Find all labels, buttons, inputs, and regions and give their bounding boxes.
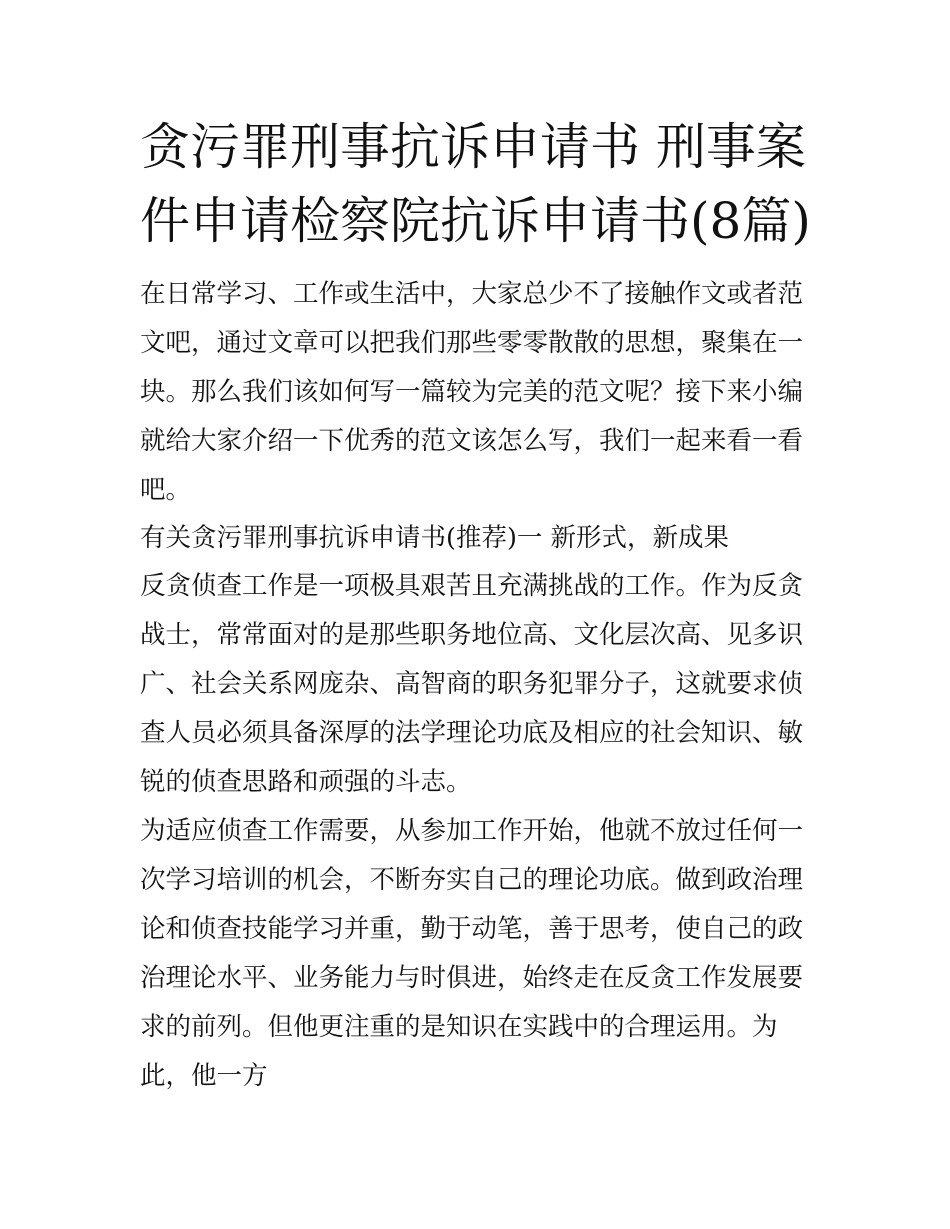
body-paragraph-2: 为适应侦查工作需要，从参加工作开始，他就不放过任何一次学习培训的机会，不断夯实自己的理论功底。做到政治理论和侦查技能学习并重，勤于动笔，善于思考，使自己的政治理论水平、业务能力与时俱进，始终走在反贪工作发展要求的前列。但他更注重的是知识在实践中的合理运用。为此，他一方: [140, 816, 804, 1091]
body-paragraph-1: 反贪侦查工作是一项极具艰苦且充满挑战的工作。作为反贪战士，常常面对的是那些职务地位高、文化层次高、见多识广、社会关系网庞杂、高智商的职务犯罪分子，这就要求侦查人员必须具备深厚的法学理论功底及相应的社会知识、敏锐的侦查思路和顽强的斗志。: [140, 571, 804, 797]
document-title: 贪污罪刑事抗诉申请书 刑事案件申请检察院抗诉申请书(8篇): [140, 118, 811, 250]
document-page: [140, 110, 820, 1101]
intro-paragraph: 在日常学习、工作或生活中，大家总少不了接触作文或者范文吧，通过文章可以把我们那些零零散散的思想，聚集在一块。那么我们该如何写一篇较为完美的范文呢？接下来小编就给大家介绍一下优秀的范文该怎么写，我们一起来看一看吧。: [140, 279, 804, 505]
section-heading: 有关贪污罪刑事抗诉申请书(推荐)一 新形式，新成果: [140, 523, 730, 553]
document-body: [140, 270, 820, 1101]
